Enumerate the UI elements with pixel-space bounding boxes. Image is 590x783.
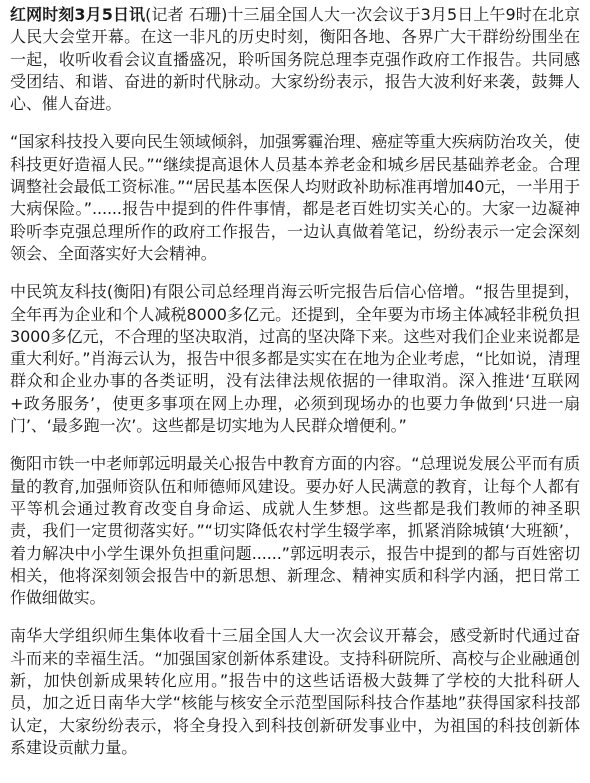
article-paragraph-lead	[10, 4, 580, 115]
article-paragraph: 衡阳市铁一中老师郭远明最关心报告中教育方面的内容。“总理说发展公平而有质量的教育,加强师资队伍和师德师风建设。要办好人民满意的教育，让每个人都有平等机会通过教育改变自身命运、成就人生梦想。这些都是我们教师的神圣职责，我们一定贯彻落实好。”“切实降低农村学生辍学率，抓紧消除城镇‘大班额’，着力解决中小学生课外负担重问题......”郭远明表示，报告中提到的都与百姓密切相关，他将深刻领会报告中的新思想、新理念、精神实质和科学内涵，把日常工作做细做实。	[10, 454, 580, 608]
article-paragraph: 南华大学组织师生集体收看十三届全国人大一次会议开幕会，感受新时代通过奋斗而来的幸福生活。“加强国家创新体系建设。支持科研院所、高校与企业融通创新，加快创新成果转化应用。”报告中的这些话语极大鼓舞了学校的大批科研人员，加之近日南华大学“核能与核安全示范型国际科技合作基地”获得国家科技部认定，大家纷纷表示，将全身投入到科技创新研发事业中，为祖国的科技创新体系建设贡献力量。	[10, 626, 580, 757]
article-paragraph: 中民筑友科技(衡阳)有限公司总经理肖海云听完报告后信心倍增。“报告里提到，全年再为企业和个人减税8000多亿元。还提到，全年要为市场主体减轻非税负担3000多亿元，不合理的坚决取消，过高的坚决降下来。这些对我们企业来说都是重大利好。”肖海云认为，报告中很多都是实实在在地为企业考虑，“比如说，清理群众和企业办事的各类证明，没有法律法规依据的一律取消。深入推进‘互联网+政务服务’，使更多事项在网上办理，必须到现场办的也要力争做到‘只进一扇门’、‘最多跑一次’。这些都是切实地为人民群众增便利。”	[10, 282, 580, 436]
article-lead-text: (记者 石珊)十三届全国人大一次会议于3月5日上午9时在北京人民大会堂开幕。在这一非凡的历史时刻，衡阳各地、各界广大干群纷纷围坐在一起，收听收看会议直播盛况，聆听国务院总理李克强作政府工作报告。共同感受团结、和谐、奋进的新时代脉动。大家纷纷表示，报告大波利好来袭，鼓舞人心、催人奋进。	[10, 5, 580, 114]
article-dateline: 红网时刻3月5日讯	[10, 5, 146, 24]
article-paragraph: “国家科技投入要向民生领域倾斜，加强雾霾治理、癌症等重大疾病防治攻关，使科技更好造福人民。”“继续提高退休人员基本养老金和城乡居民基础养老金。合理调整社会最低工资标准。”“居民基本医保人均财政补助标准再增加40元，一半用于大病保险。”......报告中提到的件件事情，都是老百姓切实关心的。大家一边凝神聆听李克强总理所作的政府工作报告，一边认真做着笔记，纷纷表示一定会深刻领会、全面落实好大会精神。	[10, 132, 580, 263]
